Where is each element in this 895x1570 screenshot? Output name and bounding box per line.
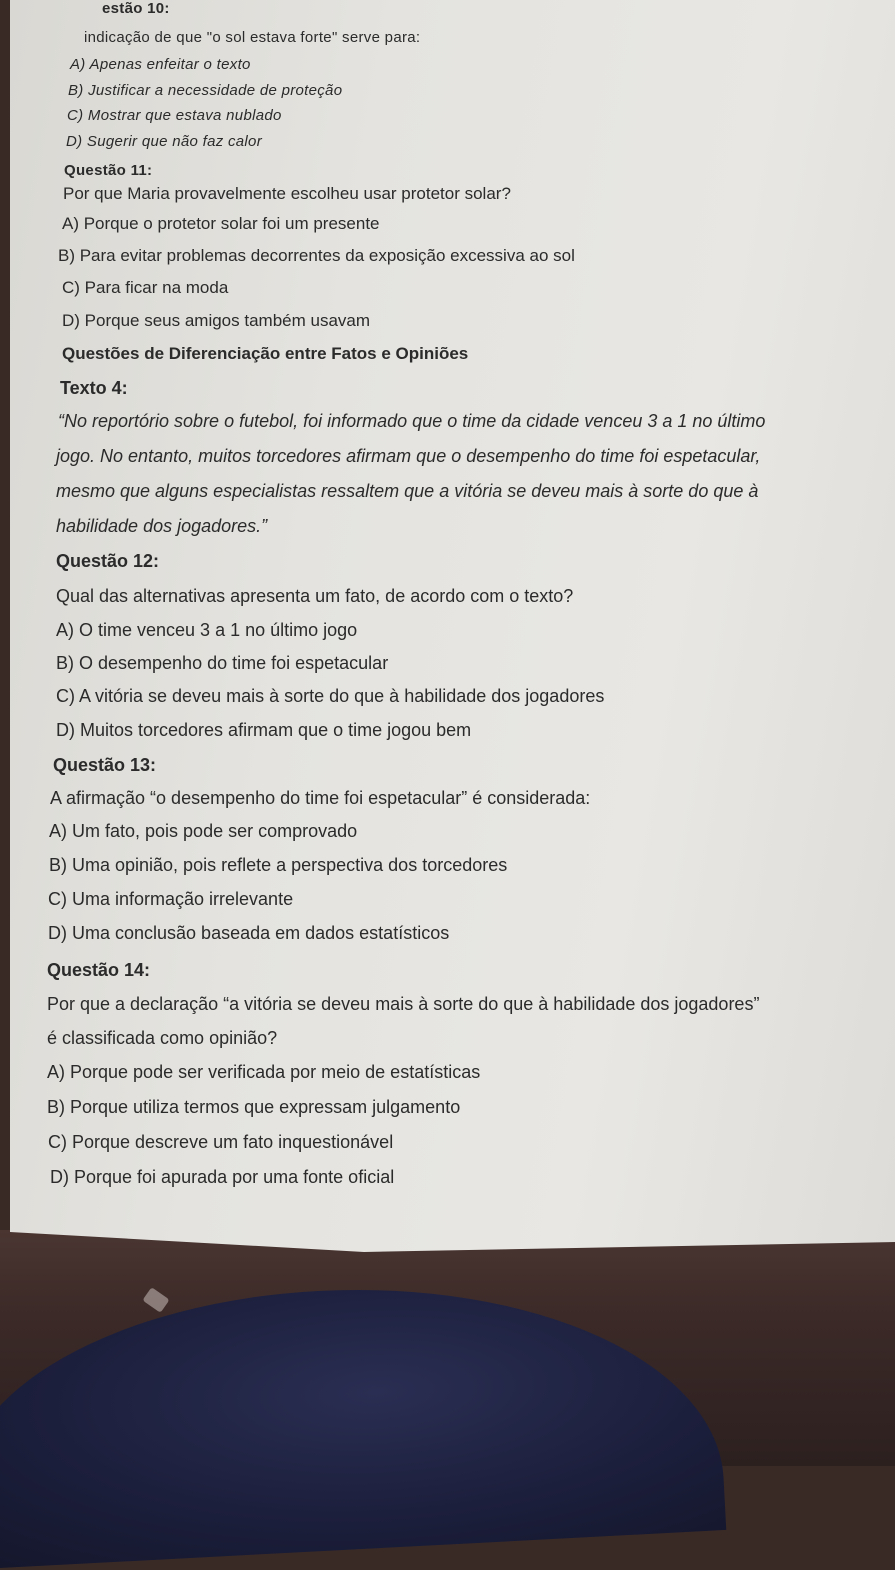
q11-option-a: A) Porque o protetor solar foi um presente: [62, 214, 380, 233]
q10-option-b: B) Justificar a necessidade de proteção: [68, 82, 343, 99]
q14-option-d: D) Porque foi apurada por uma fonte oficial: [50, 1167, 395, 1187]
q12-option-c: C) A vitória se deveu mais à sorte do que à habilidade dos jogadores: [56, 686, 605, 706]
q14-prompt-line-1: Por que a declaração “a vitória se deveu mais à sorte do que à habilidade dos jogadores”: [47, 994, 760, 1014]
text4-line-4: habilidade dos jogadores.”: [56, 516, 268, 536]
q12-option-d: D) Muitos torcedores afirmam que o time jogou bem: [56, 720, 472, 740]
q10-option-a: A) Apenas enfeitar o texto: [70, 56, 251, 73]
q11-prompt: Por que Maria provavelmente escolheu usar protetor solar?: [63, 184, 511, 203]
q11-option-c: C) Para ficar na moda: [62, 278, 229, 297]
text4-line-1: “No reportório sobre o futebol, foi informado que o time da cidade venceu 3 a 1 no último: [58, 411, 766, 431]
q11-option-d: D) Porque seus amigos também usavam: [62, 311, 371, 330]
q14-prompt-line-2: é classificada como opinião?: [47, 1028, 278, 1048]
q13-title: Questão 13:: [53, 755, 157, 775]
text4-line-2: jogo. No entanto, muitos torcedores afirmam que o desempenho do time foi espetacular,: [56, 446, 761, 466]
q13-option-c: C) Uma informação irrelevante: [48, 889, 294, 909]
floor-scuff: [142, 1287, 169, 1313]
q10-title: estão 10:: [102, 0, 170, 17]
q11-title: Questão 11:: [64, 162, 153, 179]
q14-option-b: B) Porque utiliza termos que expressam julgamento: [47, 1097, 461, 1117]
q14-option-c: C) Porque descreve um fato inquestionável: [48, 1132, 394, 1152]
q13-option-a: A) Um fato, pois pode ser comprovado: [49, 821, 358, 841]
q13-option-b: B) Uma opinião, pois reflete a perspectiva dos torcedores: [49, 855, 508, 875]
q14-title: Questão 14:: [47, 960, 151, 980]
text4-line-3: mesmo que alguns especialistas ressaltem que a vitória se deveu mais à sorte do que à: [56, 481, 759, 501]
q13-prompt: A afirmação “o desempenho do time foi espetacular” é considerada:: [50, 788, 591, 808]
q14-option-a: A) Porque pode ser verificada por meio de estatísticas: [47, 1062, 481, 1082]
q12-title: Questão 12:: [56, 551, 160, 571]
q12-prompt: Qual das alternativas apresenta um fato, de acordo com o texto?: [56, 586, 574, 606]
q10-option-c: C) Mostrar que estava nublado: [67, 107, 282, 124]
q12-option-a: A) O time venceu 3 a 1 no último jogo: [56, 620, 358, 640]
text4-title: Texto 4:: [60, 378, 128, 398]
section-heading: Questões de Diferenciação entre Fatos e Opiniões: [62, 344, 469, 363]
q10-prompt: indicação de que "o sol estava forte" serve para:: [84, 29, 421, 46]
q12-option-b: B) O desempenho do time foi espetacular: [56, 653, 389, 673]
q10-option-d: D) Sugerir que não faz calor: [66, 133, 262, 150]
q11-option-b: B) Para evitar problemas decorrentes da exposição excessiva ao sol: [58, 246, 575, 265]
q13-option-d: D) Uma conclusão baseada em dados estatísticos: [48, 923, 450, 943]
